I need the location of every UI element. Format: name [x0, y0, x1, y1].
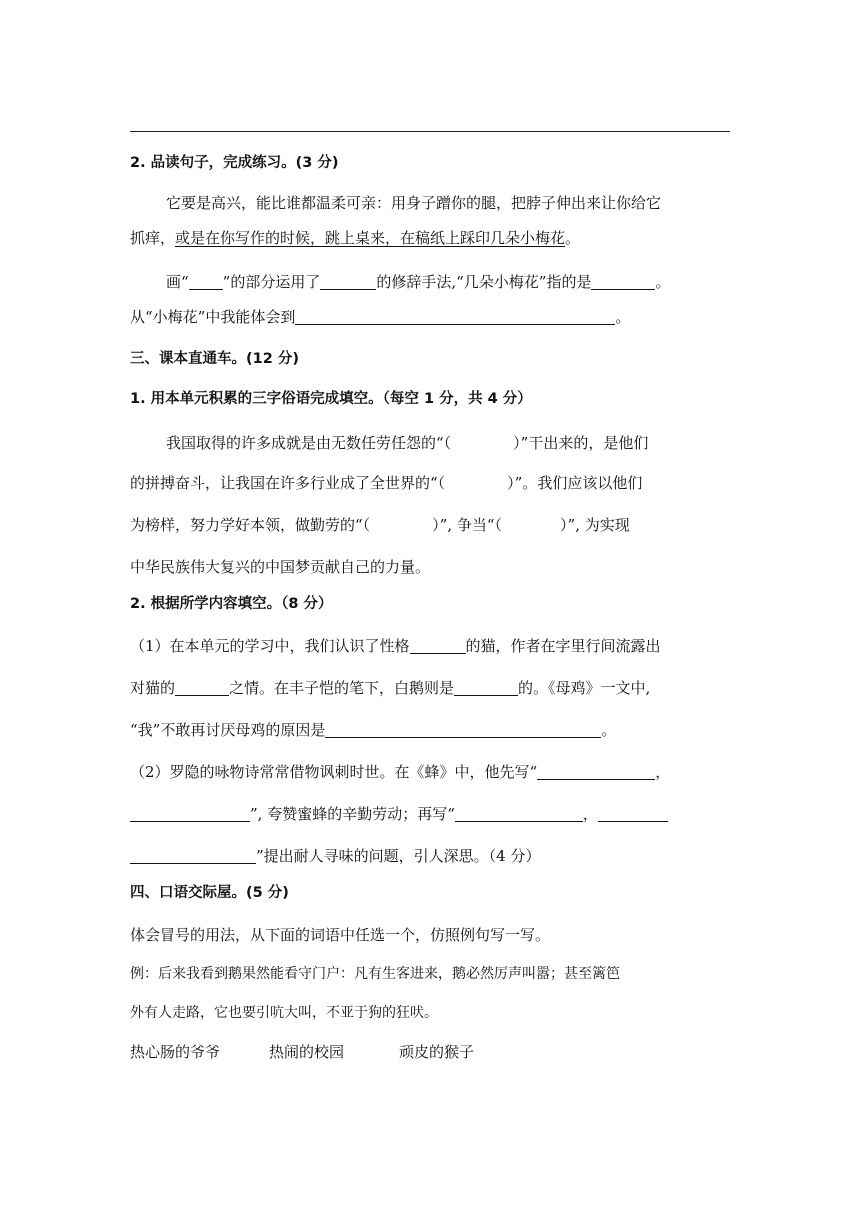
q2-underlined-sentence: 或是在你写作的时候，跳上桌来，在稿纸上踩印几朵小梅花 — [175, 229, 566, 247]
blank-hen-reason[interactable] — [325, 721, 601, 738]
s3-q1-line3: 为榜样，努力学好本领，做勤劳的“（ ）”, 争当“（ ）”, 为实现 — [130, 516, 630, 534]
section4-title: 四、口语交际屋。(5 分) — [130, 885, 289, 901]
s3-q2-title: 2. 根据所学内容填空。（8 分） — [130, 596, 333, 612]
s4-word-choices — [130, 1041, 730, 1063]
header-rule — [130, 131, 730, 132]
q2-passage-line1: 它要是高兴，能比谁都温柔可亲：用身子蹭你的腿，把脖子伸出来让你给它 — [166, 194, 662, 212]
word-choice: 热心肠的爷爷 — [130, 1043, 221, 1061]
s3-q2-a-line2: 对猫的 之情。在丰子恺的笔下，白鹅则是 的。《母鸡》一文中, — [130, 679, 651, 697]
section3-title: 三、课本直通车。(12 分) — [130, 351, 299, 367]
blank-underline-type[interactable] — [189, 273, 223, 290]
s3-q1-title: 1. 用本单元积累的三字俗语完成填空。（每空 1 分，共 4 分） — [130, 391, 532, 407]
blank-cat-feeling[interactable] — [175, 679, 229, 696]
q2-title: 2. 品读句子，完成练习。(3 分) — [130, 155, 339, 171]
word-choice: 热闹的校园 — [269, 1043, 345, 1061]
s3-q2-a-line3: “我”不敢再讨厌母鸡的原因是 。 — [130, 721, 617, 739]
s4-example-line2: 外有人走路，它也要引吭大叫，不亚于狗的狂吠。 — [130, 1005, 438, 1021]
q2-passage-line2: 抓痒，或是在你写作的时候，跳上桌来，在稿纸上踩印几朵小梅花。 — [130, 229, 581, 247]
blank-plum-meaning[interactable] — [591, 273, 655, 290]
blank-goose[interactable] — [454, 679, 518, 696]
word-choice: 顽皮的猴子 — [399, 1043, 475, 1061]
s4-example-line1: 例：后来我看到鹅果然能看守门户：凡有生客进来，鹅必然厉声叫嚣；甚至篱笆 — [130, 966, 620, 982]
s3-q2-a-line1: （1）在本单元的学习中，我们认识了性格 的猫，作者在字里行间流露出 — [130, 637, 661, 655]
blank-rhetoric[interactable] — [320, 273, 376, 290]
blank-poem-line2[interactable] — [130, 805, 250, 822]
blank-poem-line4a[interactable] — [598, 805, 668, 822]
blank-poem-line3[interactable] — [455, 805, 583, 822]
blank-plum-feeling[interactable] — [295, 308, 615, 325]
worksheet-page — [130, 152, 730, 1063]
s3-q1-line1: 我国取得的许多成就是由无数任劳任怨的“（ ）”干出来的，是他们 — [166, 434, 649, 452]
blank-poem-line4b[interactable] — [130, 847, 256, 864]
s3-q1-line4: 中华民族伟大复兴的中国梦贡献自己的力量。 — [130, 558, 431, 576]
q2-question-line1: 画“ ”的部分运用了 的修辞手法,“几朵小梅花”指的是 。 — [166, 273, 671, 291]
s4-instruction: 体会冒号的用法，从下面的词语中任选一个，仿照例句写一写。 — [130, 926, 551, 944]
s3-q2-b-line1: （2）罗隐的咏物诗常常借物讽刺时世。在《蜂》中，他先写“ ， — [130, 763, 671, 781]
s3-q1-line2: 的拼搏奋斗，让我国在许多行业成了全世界的“（ ）”。我们应该以他们 — [130, 474, 643, 492]
s3-q2-b-line2: ”, 夸赞蜜蜂的辛勤劳动；再写“ ， — [130, 803, 730, 825]
s3-q2-b-line3: ”提出耐人寻味的问题，引人深思。（4 分） — [130, 845, 730, 867]
blank-cat-character[interactable] — [410, 637, 466, 654]
q2-question-line2: 从“小梅花”中我能体会到 。 — [130, 308, 631, 326]
blank-poem-line1[interactable] — [537, 763, 655, 780]
